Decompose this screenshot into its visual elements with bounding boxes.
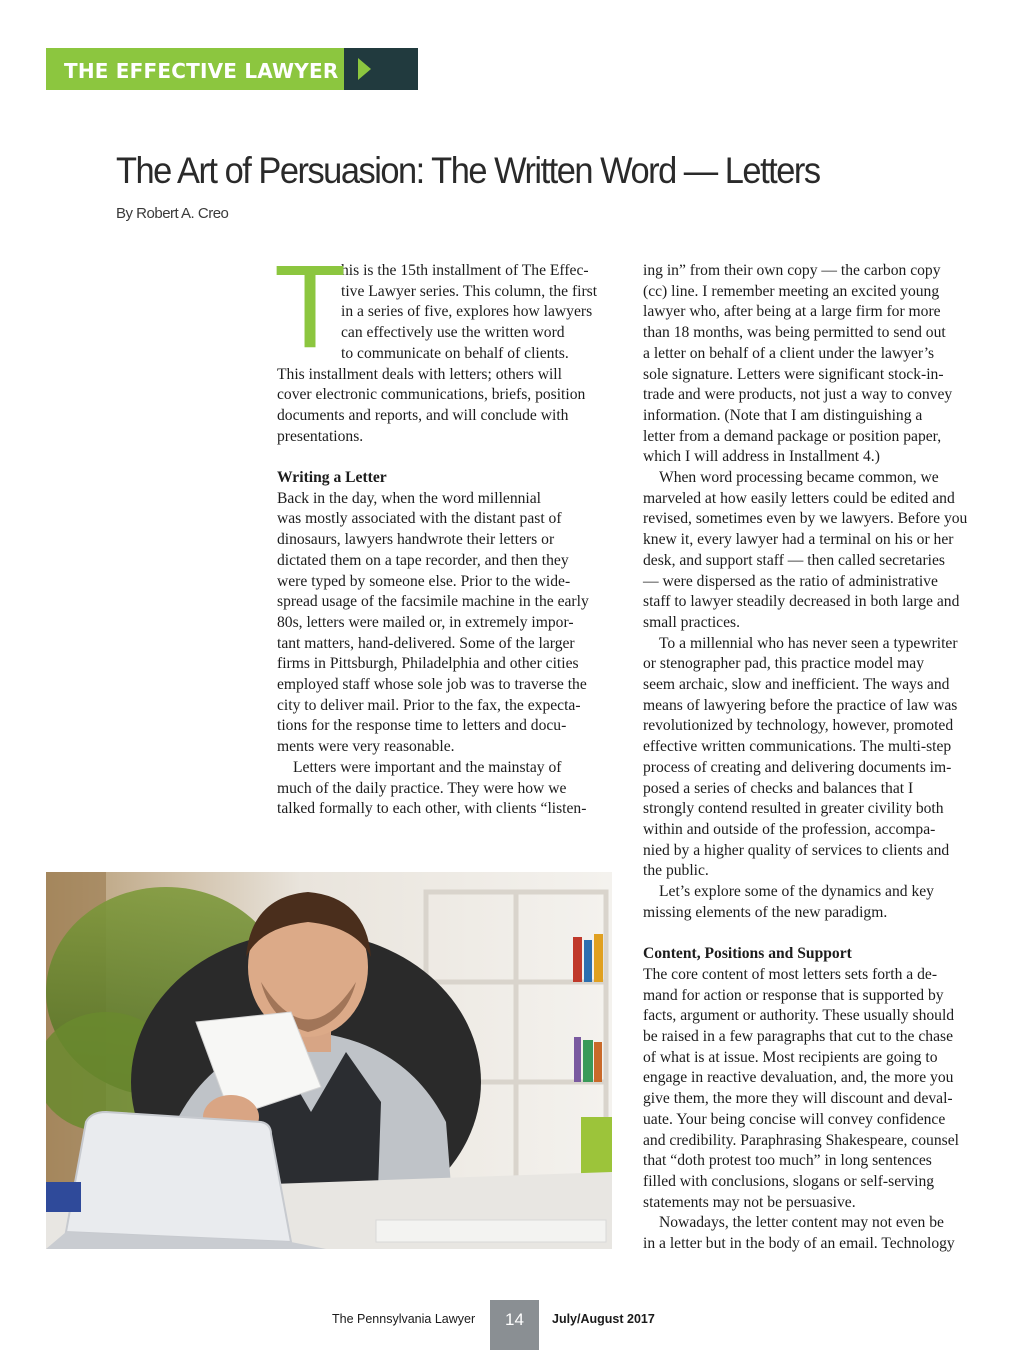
- text-line: tions for the response time to letters and docu-: [277, 717, 567, 735]
- text-line: lawyer who, after being at a large firm for more: [643, 303, 941, 321]
- text-line: Back in the day, when the word millennial: [277, 489, 542, 507]
- text-line: which I will address in Installment 4.): [643, 448, 880, 466]
- text-line: facts, argument or authority. These usually should: [643, 1007, 955, 1025]
- section-banner-arrow-box: [344, 48, 418, 90]
- text-line: missing elements of the new paradigm.: [643, 903, 888, 921]
- drop-cap: T: [274, 241, 347, 373]
- text-line: (cc) line. I remember meeting an excited young: [643, 282, 940, 300]
- paragraph-gap: [643, 924, 988, 945]
- footer-publication: The Pennsylvania Lawyer: [332, 1312, 476, 1326]
- text-line: mand for action or response that is supported by: [643, 986, 944, 1004]
- text-line: Letters were important and the mainstay of: [293, 758, 562, 776]
- text-line: knew it, every lawyer had a terminal on his or her: [643, 531, 954, 549]
- text-line: presentations.: [277, 427, 364, 445]
- text-line: within and outside of the profession, accompa-: [643, 820, 936, 838]
- text-line: marveled at how easily letters could be edited and: [643, 489, 955, 507]
- section-heading: Writing a Letter: [277, 469, 387, 487]
- text-line: of what is at issue. Most recipients are going to: [643, 1048, 938, 1066]
- text-line: tive Lawyer series. This column, the first: [341, 282, 598, 300]
- text-line: tant matters, hand-delivered. Some of the larger: [277, 634, 575, 652]
- text-line: letter from a demand package or position paper,: [643, 427, 942, 445]
- text-line: be raised in a few paragraphs that cut to the chase: [643, 1028, 954, 1045]
- text-line: Let’s explore some of the dynamics and key: [659, 883, 934, 901]
- text-line: seem archaic, slow and inefficient. The ways and: [643, 676, 950, 694]
- text-line: talked formally to each other, with clients “listen-: [277, 800, 587, 818]
- text-line: To a millennial who has never seen a typewriter: [659, 634, 958, 652]
- text-line: uate. Your being concise will convey confidence: [643, 1110, 946, 1128]
- text-line: trade and were products, not just a way to convey: [643, 386, 953, 404]
- text-line: revolutionized by technology, however, promoted: [643, 717, 954, 735]
- text-line: was mostly associated with the distant past of: [277, 510, 562, 528]
- text-line: small practices.: [643, 613, 740, 631]
- text-line: When word processing became common, we: [659, 469, 939, 487]
- section-banner-label-box: [46, 48, 344, 90]
- text-line: spread usage of the facsimile machine in the early: [277, 593, 589, 611]
- text-line: strongly contend resulted in greater civility both: [643, 800, 944, 818]
- text-line: ing in” from their own copy — the carbon copy: [643, 262, 941, 279]
- text-line: much of the daily practice. They were how we: [277, 779, 567, 797]
- section-heading: Content, Positions and Support: [643, 945, 852, 963]
- chevron-right-icon: [358, 58, 371, 80]
- text-line: process of creating and delivering documents im-: [643, 758, 952, 776]
- text-line: 80s, letters were mailed or, in extremely impor-: [277, 613, 574, 631]
- text-line: posed a series of checks and balances that I: [643, 779, 914, 797]
- text-line: give them, the more they will discount and deval-: [643, 1090, 953, 1108]
- text-line: to communicate on behalf of clients.: [341, 344, 569, 362]
- text-line: nied by a higher quality of services to clients and: [643, 841, 950, 859]
- text-line: means of lawyering before the practice of law was: [643, 696, 958, 714]
- text-line: sole signature. Letters were significant stock-in-: [643, 365, 944, 383]
- footer-issue: July/August 2017: [552, 1312, 655, 1326]
- text-line: desk, and support staff — then called secretaries: [643, 551, 945, 569]
- text-line: or stenographer pad, this practice model may: [643, 655, 925, 673]
- text-line: filled with conclusions, slogans or self-serving: [643, 1172, 935, 1190]
- text-line: Nowadays, the letter content may not even be: [659, 1214, 944, 1232]
- article-photo: [46, 872, 612, 1249]
- article-title: The Art of Persuasion: The Written Word — Letters: [116, 150, 820, 191]
- section-banner-label: THE EFFECTIVE LAWYER: [64, 59, 339, 83]
- text-line: ments were very reasonable.: [277, 738, 455, 756]
- text-line: a letter on behalf of a client under the lawyer’s: [643, 344, 935, 362]
- text-line: firms in Pittsburgh, Philadelphia and other cities: [277, 655, 579, 673]
- text-line: than 18 months, was being permitted to send out: [643, 324, 946, 342]
- text-line: in a series of five, explores how lawyers: [341, 303, 593, 321]
- text-line: the public.: [643, 862, 709, 880]
- text-line: cover electronic communications, briefs, position: [277, 386, 586, 404]
- text-line: information. (Note that I am distinguishing a: [643, 406, 923, 424]
- page-number: 14: [490, 1300, 539, 1350]
- text-line: revised, sometimes even by we lawyers. Before you: [643, 510, 968, 528]
- text-line: documents and reports, and will conclude with: [277, 406, 569, 424]
- text-line: The core content of most letters sets forth a de-: [643, 965, 938, 983]
- text-line: dictated them on a tape recorder, and then they: [277, 551, 569, 569]
- text-line: and credibility. Paraphrasing Shakespeare, counsel: [643, 1131, 959, 1149]
- text-line: that “doth protest too much” in long sentences: [643, 1152, 932, 1170]
- article-column-right: [643, 261, 988, 1255]
- text-line: can effectively use the written word: [341, 324, 565, 342]
- text-line: staff to lawyer steadily decreased in both large and: [643, 593, 960, 611]
- text-line: city to deliver mail. Prior to the fax, the expecta-: [277, 696, 581, 714]
- paragraph-gap: [277, 447, 617, 468]
- text-line: in a letter but in the body of an email. Technology: [643, 1235, 955, 1253]
- text-line: were typed by someone else. Prior to the wide-: [277, 572, 571, 590]
- text-line: statements may not be persuasive.: [643, 1193, 856, 1211]
- article-column-left: [274, 241, 617, 820]
- text-line: his is the 15th installment of The Effec-: [341, 262, 589, 279]
- article-byline: By Robert A. Creo: [116, 205, 229, 222]
- section-banner: [46, 48, 418, 90]
- text-line: dinosaurs, lawyers handwrote their letters or: [277, 531, 555, 549]
- text-line: This installment deals with letters; others will: [277, 365, 562, 383]
- text-line: engage in reactive devaluation, and, the more you: [643, 1069, 954, 1087]
- text-line: effective written communications. The multi-step: [643, 738, 952, 756]
- text-line: — were dispersed as the ratio of administrative: [643, 572, 938, 590]
- text-line: employed staff whose sole job was to traverse the: [277, 676, 587, 694]
